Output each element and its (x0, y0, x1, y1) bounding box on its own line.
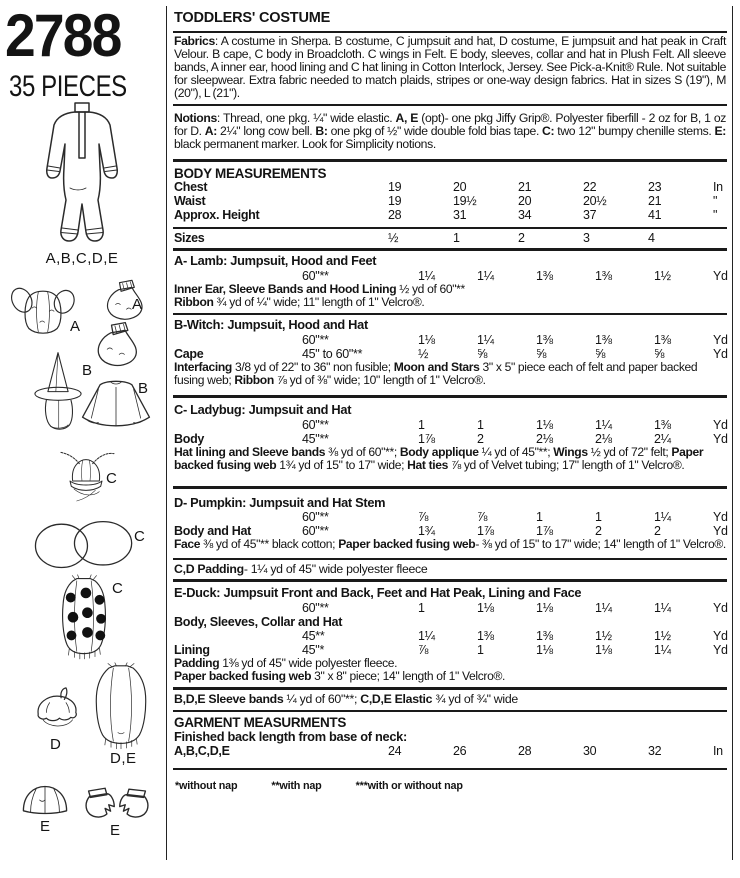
sleeve-bands-section (173, 690, 727, 712)
ladybug-hat-figure (54, 446, 118, 508)
duck-hat-figure (18, 782, 72, 835)
fabric-width: 45"* (302, 643, 325, 658)
yardage-value: 2⅛ (536, 431, 553, 446)
yardage-value: 1¼ (654, 510, 671, 525)
garment-measurements-subtitle: Finished back length from base of neck: (174, 728, 407, 744)
body-measurements-title: BODY MEASUREMENTS (174, 166, 327, 182)
yardage-value: 1⅜ (595, 269, 612, 284)
table-row (174, 195, 726, 209)
duck-feet-figure (80, 780, 154, 839)
size-value: 23 (648, 180, 662, 195)
size-value: 20 (453, 180, 467, 195)
yardage-value: 1⅛ (536, 600, 553, 615)
yardage-value: 1¼ (477, 332, 494, 347)
view-c-heading: C- Ladybug: Jumpsuit and Hat (174, 401, 352, 417)
size-value: 28 (518, 743, 532, 758)
row-label (174, 418, 418, 432)
fabric-width: 60"** (302, 332, 329, 347)
yardage-value: ⅝ (477, 346, 488, 361)
size-value: 20½ (583, 194, 607, 209)
yardage-value: 2 (654, 524, 661, 539)
yardage-value: 2 (595, 524, 602, 539)
unit-label: Yd (713, 643, 728, 658)
yardage-value: 1⅛ (536, 417, 553, 432)
size-value: 30 (583, 743, 597, 758)
view-c-section (173, 398, 727, 489)
row-label: Sizes (174, 230, 205, 245)
unit-label: Yd (713, 510, 728, 525)
size-value: 28 (388, 207, 402, 222)
view-b-note: Interfacing 3/8 yd of 22" to 36" non fusible; Moon and Stars 3" x 5" piece each of felt and paper backed fusing web; Ribbon ⅞ yd of ⅜" wide; 10" length of 1" Velcro®. (174, 359, 698, 387)
illustration-label: D,E (110, 750, 137, 767)
row-label: Chest (174, 180, 208, 195)
row-label (174, 269, 418, 283)
yardage-row (174, 629, 726, 643)
view-d-section (173, 491, 727, 560)
fabric-width: 60"** (302, 524, 329, 539)
unit-label: " (713, 207, 718, 222)
fabric-width: 60"** (302, 600, 329, 615)
cd-padding-section (173, 560, 727, 583)
row-label: Body 45"** (174, 431, 329, 446)
footnote-with-or-without-nap: ***with or without nap (355, 780, 463, 793)
yardage-value: 1 (477, 643, 484, 658)
yardage-value: 1½ (595, 629, 612, 644)
yardage-value: 1⅛ (477, 600, 494, 615)
garment-measurements-title: GARMENT MEASURMENTS (174, 714, 347, 730)
view-e-heading: E-Duck: Jumpsuit Front and Back, Feet and Hat Peak, Lining and Face (174, 585, 582, 601)
yardage-value: ⅝ (536, 346, 547, 361)
yardage-value: ⅝ (595, 346, 606, 361)
illustration-label: A (132, 296, 143, 313)
size-value: 19 (388, 180, 402, 195)
view-d-heading: D- Pumpkin: Jumpsuit and Hat Stem (174, 494, 386, 510)
sizes-row (174, 232, 726, 246)
size-value: 4 (648, 230, 655, 245)
yardage-value: 1¼ (477, 269, 494, 284)
table-row (174, 209, 726, 223)
yardage-row (174, 524, 726, 538)
unit-label: Yd (713, 269, 728, 284)
yardage-value: 2¼ (654, 431, 671, 446)
yardage-value: 1¼ (418, 269, 435, 284)
fabric-width: 60"** (302, 269, 329, 284)
yardage-value: 1 (477, 417, 484, 432)
yardage-value: 1 (536, 510, 543, 525)
yardage-value: 1¼ (654, 600, 671, 615)
fabric-width: 45" to 60"** (302, 346, 363, 361)
yardage-value: 1⅜ (477, 629, 494, 644)
yardage-value: 1⅞ (418, 431, 435, 446)
page-title: TODDLERS' COSTUME (174, 10, 331, 26)
size-value: 26 (453, 743, 467, 758)
lamb-hood-figure (10, 282, 81, 342)
fabric-width: 60"** (302, 510, 329, 525)
illustration-label: B (138, 380, 149, 397)
row-label: Approx. Height (174, 207, 260, 222)
pumpkin-hat-figure (30, 686, 84, 753)
yardage-row (174, 432, 726, 446)
yardage-value: ⅞ (418, 510, 429, 525)
yardage-value: 1½ (654, 629, 671, 644)
fabric-width: 60"** (302, 417, 329, 432)
unit-label: Yd (713, 629, 728, 644)
unit-label: " (713, 194, 718, 209)
ladybug-body-illustration (48, 568, 120, 668)
size-value: 1 (453, 230, 460, 245)
yardage-value: 1 (418, 600, 425, 615)
size-value: 34 (518, 207, 532, 222)
yardage-value: 1⅛ (595, 643, 612, 658)
jumpsuit-figure (26, 100, 138, 267)
footnote-without-nap: *without nap (175, 780, 238, 793)
size-value: 21 (648, 194, 662, 209)
yardage-row (174, 643, 726, 657)
yardage-value: 1⅛ (536, 643, 553, 658)
row-label: Cape 45" to 60"** (174, 346, 363, 361)
size-value: 32 (648, 743, 662, 758)
row-label (174, 601, 418, 615)
row-label: Body and Hat 60"** (174, 524, 329, 539)
row-label: Waist (174, 194, 206, 209)
unit-label: Yd (713, 431, 728, 446)
duck-feet-illustration (80, 780, 154, 824)
yardage-value: 1⅜ (536, 629, 553, 644)
illustration-label: B (82, 362, 93, 379)
row-label (174, 510, 418, 524)
pumpkin-hat-illustration (30, 686, 84, 734)
yardage-value: 1⅜ (536, 269, 553, 284)
illustration-label: C (106, 470, 118, 487)
size-value: 21 (518, 180, 532, 195)
size-value: 24 (388, 743, 402, 758)
yardage-value: 1¼ (595, 600, 612, 615)
yardage-row (174, 601, 726, 615)
yardage-value: 1⅜ (536, 332, 553, 347)
yardage-row (174, 347, 726, 361)
body-de-figure (86, 662, 156, 767)
illustration-label: E (40, 818, 51, 835)
yardage-value: 1¾ (418, 524, 435, 539)
lamb-hood-illustration (10, 282, 76, 342)
illustration-label: C (112, 580, 124, 597)
fabric-width: 45** (302, 629, 325, 644)
size-value: 3 (583, 230, 590, 245)
fabrics-paragraph: Fabrics: A costume in Sherpa. B costume, C jumpsuit and hat, D costume, E jumpsuit and hat peak in Craft Velour. B cape, C body in Broadcloth. C wings in Felt. E body, sleeves, collar and hat in Plush Felt. All sleeve bands, A inner ear, hood lining and C hat lining in Cotton Interlock, Jersey. See Pick-a-Knit® Rule. Not suitable for sleepwear. Extra fabric needed to match plaids, stripes or one-way design fabrics. Hat in sizes S (19"), M (20"), L (21"). (174, 34, 726, 101)
illustration-label: E (110, 822, 121, 839)
fabric-width: 45"** (302, 431, 329, 446)
view-a-heading: A- Lamb: Jumpsuit, Hood and Feet (174, 253, 377, 269)
row-label (174, 629, 418, 643)
yardage-value: 1 (418, 417, 425, 432)
row-label: Body, Sleeves, Collar and Hat (174, 614, 343, 629)
piece-count: 35 PIECES (9, 70, 127, 103)
size-value: 37 (583, 207, 597, 222)
view-e-note: Paper backed fusing web 3" x 8" piece; 14" length of 1" Velcro®. (174, 669, 506, 684)
size-value: 31 (453, 207, 467, 222)
garment-measurements-section (173, 712, 727, 770)
row-label: A,B,C,D,E (174, 743, 230, 758)
body-de-illustration (86, 662, 156, 748)
yardage-value: 1⅜ (654, 417, 671, 432)
view-e-note: Padding 1⅜ yd of 45" wide polyester fleece. (174, 656, 398, 671)
yardage-value: ⅝ (654, 346, 665, 361)
yardage-value: ½ (418, 346, 429, 361)
illustration-label: A (70, 318, 81, 335)
view-e-section (173, 582, 727, 690)
yardage-value: 1⅜ (654, 332, 671, 347)
size-value: 20 (518, 194, 532, 209)
footnote-with-nap: **with nap (271, 780, 322, 793)
cape-figure (72, 376, 160, 432)
body-measurements-section (173, 162, 727, 228)
ladybug-body-figure (48, 568, 124, 668)
yardage-value: 1¼ (418, 629, 435, 644)
pattern-number: 2788 (5, 2, 121, 69)
title-section (173, 8, 727, 33)
unit-label: In (713, 180, 723, 195)
size-value: 19 (388, 194, 402, 209)
yardage-value: ⅞ (418, 643, 429, 658)
view-c-note: Hat lining and Sleeve bands ⅜ yd of 60"**; Body applique ¼ yd of 45"**; Wings ½ yd of 72" felt; Paper backed fusing web 1¾ yd of 15" to 17" wide; Hat ties ⅞ yd of Velvet tubing; 17" length of 1" Velcro®. (174, 444, 704, 472)
view-b-section (173, 315, 727, 398)
fabrics-section (173, 33, 727, 106)
yardage-value: 1⅛ (418, 332, 435, 347)
yardage-row (174, 510, 726, 524)
info-panel (166, 6, 733, 860)
yardage-value: ⅞ (477, 510, 488, 525)
yardage-value: 1⅞ (536, 524, 553, 539)
left-panel (0, 0, 166, 878)
yardage-value: 1 (595, 510, 602, 525)
yardage-value: 2⅛ (595, 431, 612, 446)
illustration-label: D (50, 736, 62, 753)
notions-section (173, 106, 727, 162)
yardage-row (174, 269, 726, 283)
yardage-value: 1⅜ (595, 332, 612, 347)
jumpsuit-illustration (26, 100, 138, 250)
lamb-feet-illustration (86, 278, 162, 368)
unit-label: Yd (713, 600, 728, 615)
yardage-row (174, 418, 726, 432)
unit-label: Yd (713, 346, 728, 361)
yardage-value: 1¼ (595, 417, 612, 432)
size-value: 19½ (453, 194, 477, 209)
cd-padding-line: C,D Padding- 1¼ yd of 45" wide polyester fleece (174, 561, 428, 576)
unit-label: In (713, 743, 723, 758)
view-d-note: Face ⅜ yd of 45"** black cotton; Paper backed fusing web- ⅜ yd of 15" to 17" wide; 14" length of 1" Velcro®. (174, 537, 726, 552)
wings-figure (32, 518, 146, 572)
yardage-value: 1¼ (654, 643, 671, 658)
view-a-section (173, 251, 727, 315)
row-label: Lining 45"* (174, 643, 325, 658)
illustration-label: A,B,C,D,E (45, 250, 119, 267)
yardage-value: 1⅞ (477, 524, 494, 539)
unit-label: Yd (713, 332, 728, 347)
size-value: 22 (583, 180, 597, 195)
row-label (174, 333, 418, 347)
size-value: 41 (648, 207, 662, 222)
footnotes-row (174, 772, 726, 792)
yardage-row (174, 333, 726, 347)
unit-label (713, 232, 726, 246)
yardage-value: 1½ (654, 269, 671, 284)
footnotes-section (173, 770, 727, 796)
unit-label: Yd (713, 417, 728, 432)
view-a-note: Ribbon ¾ yd of ¼" wide; 11" length of 1" Velcro®. (174, 295, 425, 310)
unit-label: Yd (713, 524, 728, 539)
view-b-heading: B-Witch: Jumpsuit, Hood and Hat (174, 317, 368, 333)
size-value: 2 (518, 230, 525, 245)
duck-hat-illustration (18, 782, 72, 818)
wings-illustration (32, 518, 136, 572)
garment-row (174, 745, 726, 759)
illustration-label: C (134, 528, 146, 545)
sizes-section (173, 229, 727, 252)
notions-paragraph: Notions: Thread, one pkg. ¼" wide elastic. A, E (opt)- one pkg Jiffy Grip®. Polyester fiberfill - 2 oz for B, 1 oz for D. A: 2¼" long cow bell. B: one pkg of ½" wide double fold bias tape. C: two 12" bumpy chenille stems. E: black permanent marker. Look for Simplicity notions. (174, 111, 727, 152)
sleeve-bands-line: B,D,E Sleeve bands ¼ yd of 60"**; C,D,E Elastic ¾ yd of ¾" wide (174, 692, 518, 707)
yardage-value: 2 (477, 431, 484, 446)
lamb-feet-figure (86, 278, 162, 368)
view-a-note: Inner Ear, Sleeve Bands and Hood Lining ½ yd of 60"** (174, 282, 465, 297)
table-row (174, 181, 726, 195)
size-value: ½ (388, 230, 399, 245)
